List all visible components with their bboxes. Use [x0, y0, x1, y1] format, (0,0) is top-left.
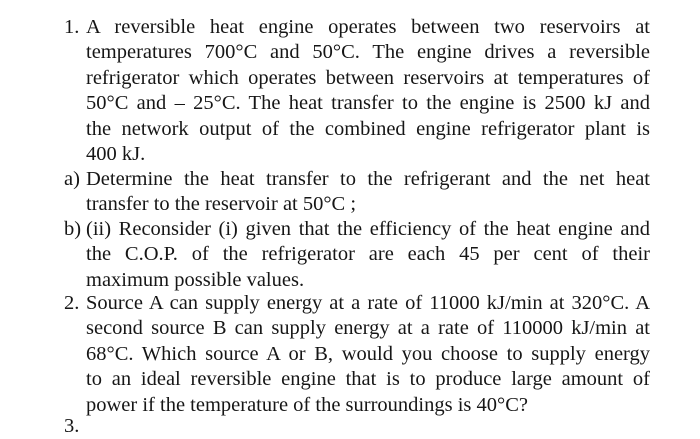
text-line: 50°C and – 25°C. The heat transfer to the engine is 2500 kJ and: [86, 92, 650, 115]
text-line: the network output of the combined engine refrigerator plant is: [86, 117, 650, 140]
part-label: b): [64, 218, 82, 240]
question-text: [86, 291, 650, 418]
text-line: (ii) Reconsider (i) given that the efficiency of the heat engine and: [86, 218, 650, 240]
text-line: 400 kJ.: [86, 143, 146, 166]
text-line: to an ideal reversible engine that is to produce large amount of: [86, 368, 650, 391]
text-line: maximum possible values.: [86, 268, 305, 291]
text-line: 68°C. Which source A or B, would you choose to supply energy: [86, 342, 650, 365]
part-text: [86, 217, 650, 293]
text-line: the C.O.P. of the refrigerator are each 45 per cent of their: [86, 243, 650, 266]
text-line: transfer to the reservoir at 50°C ;: [86, 193, 357, 216]
text-line: refrigerator which operates between reservoirs at temperatures of: [86, 66, 650, 89]
text-line: A reversible heat engine operates between two reservoirs at: [86, 16, 650, 38]
question-text: [86, 15, 650, 167]
part-text: [86, 167, 650, 218]
text-line: temperatures 700°C and 50°C. The engine drives a reversible: [86, 41, 650, 64]
text-line: Determine the heat transfer to the refrigerant and the net heat: [86, 168, 650, 190]
text-line: second source B can supply energy at a rate of 110000 kJ/min at: [86, 317, 650, 340]
question-number: 1.: [64, 16, 80, 38]
text-line: Source A can supply energy at a rate of 11000 kJ/min at 320°C. A: [86, 292, 650, 314]
question-number: 3.: [64, 415, 80, 437]
question-number: 2.: [64, 292, 80, 314]
text-line: power if the temperature of the surroundings is 40°C?: [86, 393, 529, 416]
part-label: a): [64, 168, 80, 190]
